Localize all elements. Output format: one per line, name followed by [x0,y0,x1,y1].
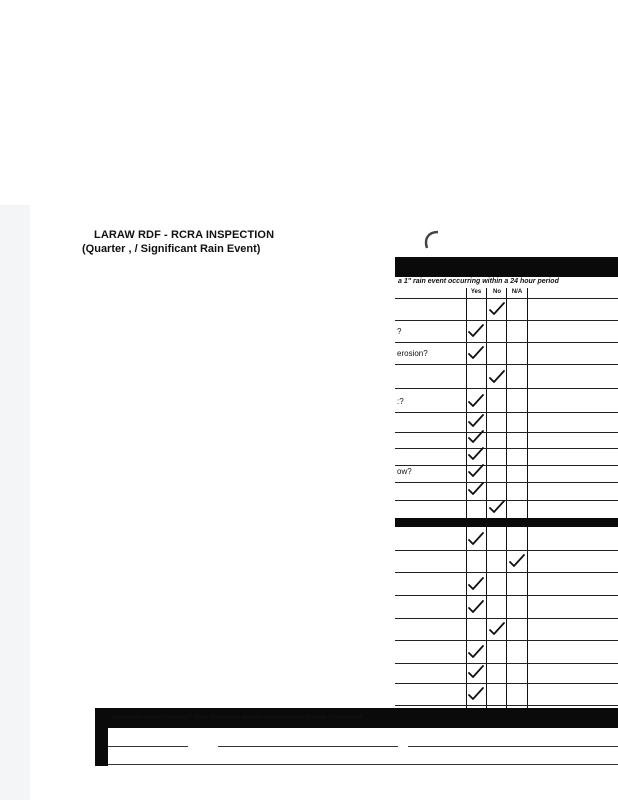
checkmark-icon [467,464,485,478]
row-question: ow? [397,467,412,476]
checklist-instruction-text: a 1" rain event occurring within a 24 hour period [398,278,559,285]
checklist-instruction [395,277,618,288]
row-rule [395,320,618,321]
row-rule [395,683,618,684]
row-rule [395,388,618,389]
checkmark-icon [467,324,485,338]
section-divider-band [395,518,618,527]
row-rule [395,595,618,596]
row-rule [395,298,618,299]
row-rule [395,448,618,449]
checkmark-icon [488,500,506,514]
row-question: :? [397,397,404,406]
row-rule [395,482,618,483]
checkmark-icon [467,447,485,461]
checkmark-icon [467,394,485,408]
row-question: erosion? [397,349,428,358]
checkmark-icon [467,665,485,679]
notes-line [108,746,188,747]
checkmark-icon [467,482,485,496]
row-rule [395,640,618,641]
row-rule [395,618,618,619]
scan-margin [0,205,30,800]
row-rule [395,500,618,501]
checkmark-icon [508,554,526,568]
checkmark-icon [488,622,506,636]
row-rule [395,705,618,706]
notes-line [218,746,398,747]
checkmark-icon [488,302,506,316]
remedial-action-label: Remedial Action Needed? Note Below the Action Performed and Date Completed: [112,714,364,721]
checkmark-icon [467,687,485,701]
table-header-band [395,257,618,277]
row-rule [395,412,618,413]
row-rule [395,550,618,551]
checkmark-icon [488,370,506,384]
checkmark-icon [467,346,485,360]
column-rule [527,288,528,708]
column-rule [506,288,507,708]
checkmark-icon [467,430,485,444]
row-rule [395,465,618,466]
remedial-action-notes [108,728,618,766]
column-rule [486,288,487,708]
checkmark-icon [467,414,485,428]
page-subtitle: (Quarter , / Significant Rain Event) [82,243,261,255]
column-header-na: N/A [511,289,523,295]
checkmark-icon [467,577,485,591]
checkmark-icon [467,600,485,614]
notes-line [408,746,618,747]
row-rule [395,364,618,365]
row-rule [395,342,618,343]
scan-artifact-mark [422,229,444,251]
row-rule [395,663,618,664]
row-rule [395,572,618,573]
notes-line [108,764,618,765]
row-question: ? [397,327,402,336]
row-rule [395,432,618,433]
page-title: LARAW RDF - RCRA INSPECTION [94,229,275,241]
checkmark-icon [467,532,485,546]
checkmark-icon [467,645,485,659]
column-header-yes: Yes [470,289,482,295]
column-header-no: No [493,289,501,295]
